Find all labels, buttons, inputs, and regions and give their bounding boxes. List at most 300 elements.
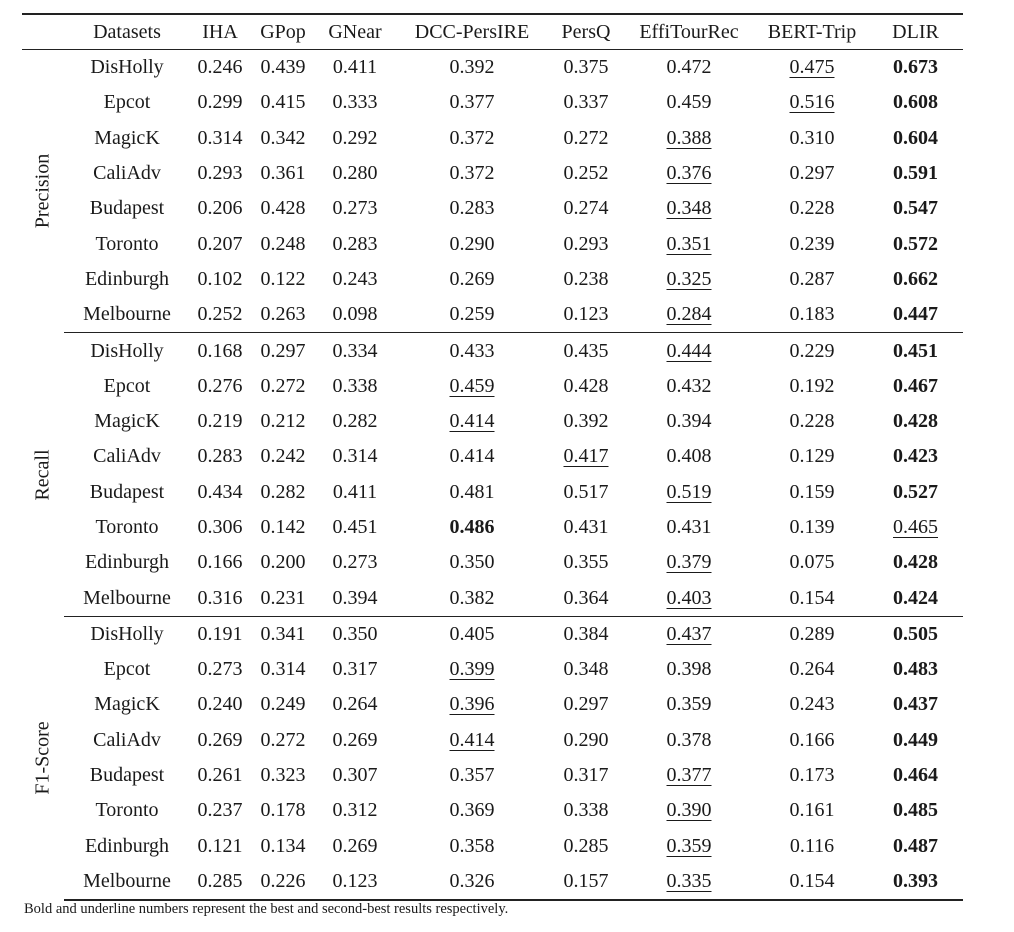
metric-value: 0.459 [666,91,712,114]
metric-value-cell [190,297,250,333]
metric-value-cell [394,545,550,580]
metric-value: 0.342 [260,126,306,149]
metric-value: 0.414 [449,445,495,468]
metric-value-cell [550,85,622,120]
metric-value: 0.382 [449,586,495,609]
metric-value: 0.269 [197,728,243,751]
metric-value: 0.378 [666,728,712,751]
metric-value-cell [868,652,963,687]
metric-value-cell [622,50,756,86]
metric-name: Precision [31,154,54,229]
table-row [22,85,963,120]
metric-value: 0.465 [893,516,938,538]
metric-value-cell [550,226,622,261]
metric-value-cell [316,50,394,86]
metric-value: 0.519 [666,480,712,503]
metric-value-cell [250,439,316,474]
metric-value-cell [756,404,868,439]
metric-value: 0.337 [563,91,609,114]
dataset-name-cell: DisHolly [90,339,164,362]
metric-value: 0.428 [893,551,938,574]
metric-value: 0.437 [893,693,938,716]
metric-value-cell [622,191,756,226]
dataset-name-cell: CaliAdv [93,445,161,468]
metric-value: 0.206 [197,197,243,220]
metric-value: 0.157 [563,869,609,892]
metric-value: 0.276 [197,374,243,397]
metric-value-cell [622,156,756,191]
metric-value-cell [756,475,868,510]
table-row [22,369,963,404]
metric-value-cell [250,369,316,404]
metric-value: 0.314 [260,658,306,681]
metric-value: 0.357 [449,764,495,787]
metric-value-cell [622,226,756,261]
metric-value-cell [316,723,394,758]
metric-value: 0.662 [893,267,938,290]
metric-value-cell [868,687,963,722]
metric-value: 0.246 [197,56,243,79]
metric-value: 0.447 [893,303,938,326]
metric-value: 0.243 [332,267,378,290]
metric-value-cell [250,262,316,297]
table-row [22,616,963,652]
metric-value-cell [868,369,963,404]
metric-value-cell [316,262,394,297]
metric-value-cell [190,510,250,545]
metric-value-cell [756,121,868,156]
metric-value-cell [316,545,394,580]
metric-value-cell [550,758,622,793]
metric-value-cell [756,369,868,404]
metric-value: 0.547 [893,197,938,220]
metric-value: 0.394 [666,410,712,433]
metric-value: 0.437 [666,622,712,645]
dataset-name-cell: DisHolly [90,56,164,79]
dataset-name-cell: Melbourne [64,864,190,900]
metric-value-cell [250,687,316,722]
metric-value-cell [550,616,622,652]
metric-value: 0.338 [563,799,609,822]
metric-value-cell [868,829,963,864]
metric-value: 0.377 [666,764,712,787]
metric-value-cell [250,616,316,652]
metric-value: 0.355 [563,551,609,574]
metric-value: 0.207 [197,232,243,255]
dataset-name-cell: CaliAdv [93,162,161,185]
metric-value: 0.238 [563,267,609,290]
metric-value-cell [190,580,250,616]
metric-value: 0.192 [789,374,835,397]
metric-value-cell [190,121,250,156]
metric-value: 0.102 [197,267,243,290]
metric-value-cell [316,333,394,369]
metric-value-cell [316,369,394,404]
metric-value-cell [622,510,756,545]
metric-value: 0.439 [260,56,306,79]
metric-value-cell [550,864,622,900]
metric-value-cell [190,369,250,404]
metric-value-cell [622,864,756,900]
metric-value: 0.423 [893,445,938,468]
metric-value: 0.432 [666,374,712,397]
metric-value: 0.428 [893,410,938,433]
metric-value: 0.283 [449,197,495,220]
metric-value: 0.399 [449,658,495,681]
metric-value: 0.219 [197,410,243,433]
dataset-name-cell: Toronto [95,516,159,538]
metric-value: 0.212 [260,410,306,433]
metric-value: 0.261 [197,764,243,787]
metric-value-cell [394,475,550,510]
metric-value-cell [394,439,550,474]
metric-value-cell [550,191,622,226]
metric-value-cell [316,297,394,333]
metric-value-cell [316,404,394,439]
metric-value: 0.159 [789,480,835,503]
table-row [22,404,963,439]
metric-value: 0.444 [666,339,712,362]
metric-value-cell [316,580,394,616]
metric-value: 0.428 [260,197,306,220]
metric-value: 0.310 [789,126,835,149]
metric-value: 0.408 [666,445,712,468]
metric-value: 0.417 [563,445,609,468]
metric-value: 0.269 [449,267,495,290]
metric-value: 0.314 [197,126,243,149]
metric-value: 0.516 [789,91,835,114]
metric-value: 0.297 [563,693,609,716]
metric-value: 0.372 [449,126,495,149]
dataset-name-cell: Epcot [103,658,151,681]
table-row [22,262,963,297]
metric-value-cell [622,333,756,369]
metric-value-cell [868,262,963,297]
metric-value: 0.364 [563,586,609,609]
metric-value: 0.604 [893,126,938,149]
metric-value-cell [316,191,394,226]
metric-value: 0.273 [332,197,378,220]
metric-value: 0.306 [197,516,243,538]
table-row [22,191,963,226]
metric-value-cell [190,404,250,439]
metric-value: 0.435 [563,339,609,362]
metric-value: 0.475 [789,56,835,79]
metric-value-cell [756,687,868,722]
metric-value-cell [756,85,868,120]
metric-value-cell [868,156,963,191]
metric-value: 0.428 [563,374,609,397]
dataset-name-cell: Budapest [89,197,165,220]
metric-value: 0.348 [666,197,712,220]
metric-value-cell [250,333,316,369]
metric-value: 0.351 [666,232,712,255]
metric-value-cell [190,758,250,793]
metric-value: 0.350 [449,551,495,574]
metric-value-cell [394,121,550,156]
metric-value-cell [190,793,250,828]
metric-value: 0.390 [666,799,712,822]
metric-value-cell [550,156,622,191]
header-method-gpop: GPop [260,20,306,43]
metric-value: 0.369 [449,799,495,822]
metric-value: 0.283 [197,445,243,468]
metric-value: 0.431 [666,516,712,538]
metric-value: 0.191 [197,622,243,645]
dataset-name-cell: Edinburgh [84,267,170,290]
table-row [22,439,963,474]
metric-value-cell [250,545,316,580]
metric-value-cell [190,156,250,191]
metric-value: 0.269 [332,834,378,857]
metric-value: 0.154 [789,586,835,609]
metric-value-cell [868,510,963,545]
metric-value-cell [190,475,250,510]
metric-value: 0.359 [666,693,712,716]
metric-value-cell [550,475,622,510]
metric-value: 0.282 [260,480,306,503]
metric-value: 0.259 [449,303,495,326]
metric-value-cell [394,333,550,369]
metric-value-cell [622,829,756,864]
table-row [22,121,963,156]
metric-value: 0.316 [197,586,243,609]
metric-value-cell [550,687,622,722]
metric-value: 0.485 [893,799,938,822]
metric-value: 0.252 [563,162,609,185]
table-body [22,50,963,901]
metric-value-cell [868,121,963,156]
metric-value-cell [868,50,963,86]
metric-value: 0.314 [332,445,378,468]
metric-value-cell [622,758,756,793]
metric-value: 0.392 [563,410,609,433]
metric-value-cell [868,545,963,580]
metric-value-cell [756,262,868,297]
metric-value: 0.483 [893,658,938,681]
metric-value-cell [550,652,622,687]
metric-value-cell [868,439,963,474]
table-row [22,297,963,333]
metric-value: 0.487 [893,834,938,857]
metric-value: 0.414 [449,410,495,433]
metric-value: 0.240 [197,693,243,716]
metric-value: 0.121 [197,834,243,857]
metric-value-cell [190,687,250,722]
metric-value-cell [868,723,963,758]
metric-value-cell [868,85,963,120]
table-row [22,156,963,191]
metric-value-cell [250,758,316,793]
metric-value-cell [394,510,550,545]
metric-value-cell [550,50,622,86]
metric-value-cell [756,652,868,687]
metric-value-cell [316,829,394,864]
metric-value: 0.348 [563,658,609,681]
metric-value: 0.403 [666,586,712,609]
metric-value: 0.326 [449,869,495,892]
metric-value-cell [550,121,622,156]
metric-value-cell [756,439,868,474]
metric-group-label [22,333,64,616]
metric-value: 0.464 [893,764,938,787]
header-method-effitourrec: EffiTourRec [639,20,739,43]
metric-value: 0.228 [789,197,835,220]
metric-value-cell [868,333,963,369]
metric-value: 0.252 [197,303,243,326]
metric-value: 0.431 [563,516,609,538]
table-row [22,226,963,261]
metric-value-cell [622,369,756,404]
metric-value: 0.317 [332,658,378,681]
metric-value-cell [190,333,250,369]
metric-value-cell [622,121,756,156]
metric-value-cell [868,793,963,828]
metric-value-cell [250,191,316,226]
metric-value-cell [190,864,250,900]
metric-value-cell [622,439,756,474]
header-metric-spacer [22,14,64,50]
dataset-name-cell: DisHolly [90,622,164,645]
metric-name: F1-Score [31,721,54,795]
metric-value-cell [190,85,250,120]
metric-value-cell [250,793,316,828]
header-method-gnear: GNear [328,20,382,43]
metric-value-cell [250,226,316,261]
metric-value: 0.411 [332,56,378,79]
metric-value-cell [250,652,316,687]
metric-value-cell [316,758,394,793]
metric-value-cell [550,793,622,828]
metric-value: 0.287 [789,267,835,290]
metric-value-cell [250,121,316,156]
metric-value: 0.285 [563,834,609,857]
metric-value: 0.384 [563,622,609,645]
header-row [22,14,963,50]
metric-value: 0.334 [332,339,378,362]
metric-value: 0.394 [332,586,378,609]
table-row [22,758,963,793]
metric-value: 0.372 [449,162,495,185]
metric-value-cell [622,545,756,580]
metric-value-cell [190,262,250,297]
metric-value-cell [622,723,756,758]
metric-value-cell [394,793,550,828]
metric-value-cell [756,333,868,369]
metric-value: 0.173 [789,764,835,787]
metric-value: 0.572 [893,232,938,255]
metric-value: 0.229 [789,339,835,362]
metric-value-cell [550,369,622,404]
metric-value-cell [190,191,250,226]
metric-value-cell [622,85,756,120]
metric-value: 0.237 [197,799,243,822]
metric-value-cell [622,404,756,439]
metric-value: 0.289 [789,622,835,645]
metric-value-cell [394,50,550,86]
metric-value-cell [622,616,756,652]
metric-value-cell [250,723,316,758]
metric-value: 0.472 [666,56,712,79]
dataset-name-cell: MagicK [94,693,160,716]
metric-value: 0.359 [666,834,712,857]
metric-value-cell [394,829,550,864]
metric-value: 0.424 [893,586,938,609]
metric-value: 0.280 [332,162,378,185]
metric-value: 0.285 [197,869,243,892]
metric-value: 0.166 [197,551,243,574]
metric-value: 0.139 [789,516,835,538]
metric-value: 0.392 [449,56,495,79]
metric-value: 0.361 [260,162,306,185]
dataset-name-cell: Toronto [95,232,159,255]
metric-value-cell [622,652,756,687]
metric-value: 0.393 [893,869,938,892]
dataset-name-cell: CaliAdv [93,728,161,751]
metric-value: 0.264 [332,693,378,716]
metric-value: 0.434 [197,480,243,503]
table-row [22,864,963,900]
metric-value-cell [550,829,622,864]
header-method-bert-trip: BERT-Trip [767,20,857,43]
table-row [22,793,963,828]
metric-value: 0.338 [332,374,378,397]
metric-value: 0.183 [789,303,835,326]
metric-value-cell [394,687,550,722]
metric-group-label [22,616,64,900]
metric-value: 0.178 [260,799,306,822]
metric-value: 0.591 [893,162,938,185]
metric-value-cell [316,475,394,510]
metric-value-cell [622,262,756,297]
metric-value-cell [190,652,250,687]
metric-value-cell [394,616,550,652]
dataset-name-cell: Melbourne [64,580,190,616]
metric-value-cell [250,50,316,86]
metric-value: 0.323 [260,764,306,787]
metric-value-cell [868,758,963,793]
metric-value-cell [550,545,622,580]
metric-value-cell [868,191,963,226]
metric-value: 0.379 [666,551,712,574]
dataset-name-cell: Budapest [89,764,165,787]
metric-value-cell [190,226,250,261]
metric-value: 0.129 [789,445,835,468]
metric-value-cell [316,864,394,900]
metric-value-cell [190,439,250,474]
metric-value: 0.376 [666,162,712,185]
metric-value-cell [190,50,250,86]
metric-value: 0.375 [563,56,609,79]
table-row [22,723,963,758]
metric-group-label [22,50,64,333]
metric-value: 0.075 [789,551,835,574]
metric-value: 0.284 [666,303,712,326]
metric-value-cell [250,829,316,864]
table-row [22,580,963,616]
metric-value-cell [868,616,963,652]
metric-value-cell [756,793,868,828]
metric-value: 0.481 [449,480,495,503]
metric-value-cell [550,297,622,333]
metric-value: 0.122 [260,267,306,290]
metric-value: 0.317 [563,764,609,787]
metric-value-cell [394,723,550,758]
metric-value-cell [190,829,250,864]
metric-value-cell [756,616,868,652]
metric-value-cell [190,545,250,580]
metric-value: 0.134 [260,834,306,857]
